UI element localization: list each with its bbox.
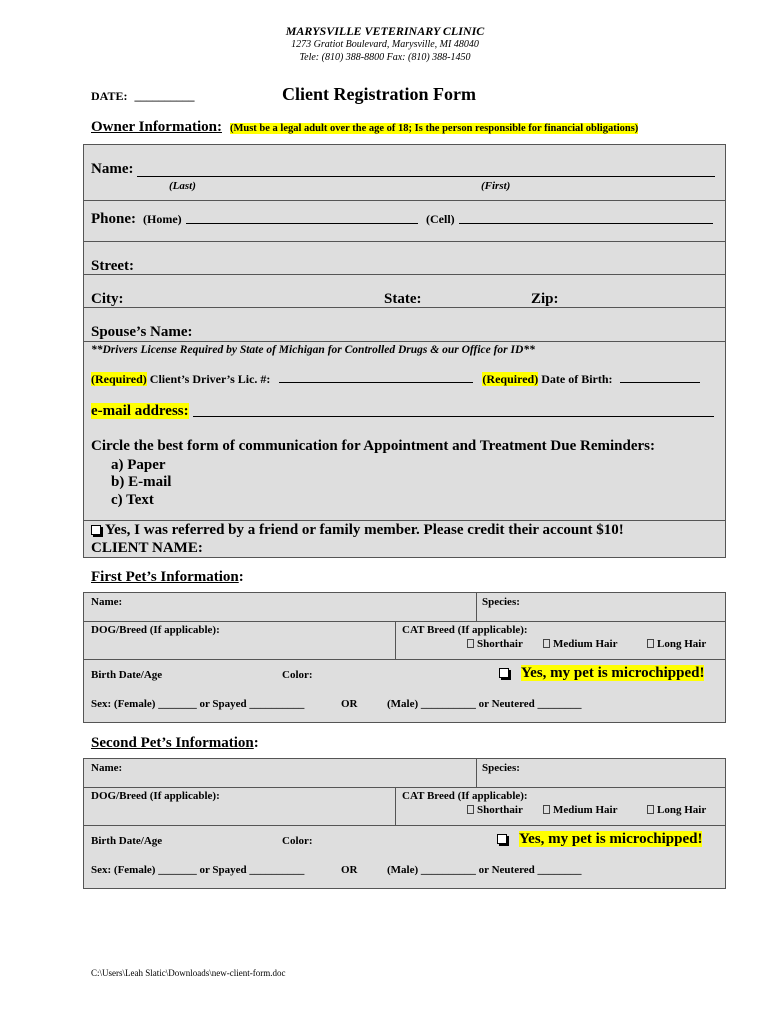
name-input-line[interactable] [137, 163, 715, 177]
pet2-birth-label[interactable]: Birth Date/Age [91, 835, 163, 847]
home-label: (Home) [143, 212, 182, 226]
pet1-long-hair-option[interactable] [647, 638, 706, 650]
pet1-birth-label[interactable]: Birth Date/Age [91, 669, 163, 681]
required-tag-dob: (Required) [482, 372, 539, 386]
referral-text: Yes, I was referred by a friend or family member. Please credit their account $10! [105, 522, 624, 538]
pet2-long-hair-option[interactable] [647, 804, 706, 816]
date-field[interactable] [91, 89, 194, 104]
medium-hair-label: Medium Hair [553, 638, 618, 650]
checkbox-icon[interactable] [467, 639, 474, 648]
phone-label: Phone: [91, 211, 136, 227]
pet1-species-label[interactable]: Species: [482, 596, 520, 608]
checkbox-icon[interactable] [467, 805, 474, 814]
option-text[interactable]: c) Text [111, 492, 154, 508]
email-input-line[interactable] [193, 403, 714, 417]
pet2-species-label[interactable]: Species: [482, 762, 520, 774]
owner-note: (Must be a legal adult over the age of 18; Is the person responsible for financial obligations) [229, 123, 639, 134]
checkbox-icon[interactable] [647, 805, 654, 814]
checkbox-icon[interactable] [543, 805, 550, 814]
microchip-text: Yes, my pet is microchipped! [521, 665, 705, 681]
referral-row[interactable] [91, 522, 624, 539]
date-blank: __________ [134, 89, 195, 103]
pet2-cat-breed-label: CAT Breed (If applicable): [402, 790, 528, 802]
license-label: Client’s Driver’s Lic. #: [149, 372, 271, 386]
pet1-male-label[interactable]: (Male) __________ or Neutered ________ [387, 698, 582, 710]
pet2-name-label[interactable]: Name: [91, 762, 123, 774]
pet1-name-label[interactable]: Name: [91, 596, 123, 608]
pet1-color-label[interactable]: Color: [282, 669, 313, 681]
second-pet-heading [91, 734, 259, 752]
pet2-dog-breed-label[interactable]: DOG/Breed (If applicable): [91, 790, 220, 802]
pet1-microchip-option[interactable] [499, 665, 704, 682]
pet2-color-label[interactable]: Color: [282, 835, 313, 847]
pet1-dog-breed-label[interactable]: DOG/Breed (If applicable): [91, 624, 220, 636]
checkbox-icon[interactable] [647, 639, 654, 648]
second-pet-heading-colon: : [253, 735, 259, 751]
city-label[interactable]: City: [91, 291, 124, 307]
shorthair-label: Shorthair [477, 638, 523, 650]
long-hair-label: Long Hair [657, 804, 707, 816]
cell-label: (Cell) [426, 212, 455, 226]
email-label: e-mail address: [91, 403, 189, 419]
last-name-caption: (Last) [169, 180, 196, 192]
license-note: **Drivers License Required by State of Michigan for Controlled Drugs & our Office for ID** [91, 344, 535, 356]
phone-row [91, 210, 182, 228]
email-row [91, 402, 189, 420]
first-pet-heading-colon: : [238, 569, 244, 585]
street-label[interactable]: Street: [91, 258, 135, 274]
client-name-label[interactable]: CLIENT NAME: [91, 540, 203, 556]
communication-prompt: Circle the best form of communication for Appointment and Treatment Due Reminders: [91, 438, 655, 454]
pet1-or-label: OR [341, 698, 358, 710]
microchip-checkbox-icon[interactable] [497, 834, 507, 844]
first-name-caption: (First) [481, 180, 511, 192]
pet2-male-label[interactable]: (Male) __________ or Neutered ________ [387, 864, 582, 876]
license-row [91, 372, 700, 387]
first-pet-heading-text: First Pet’s Information [91, 569, 239, 585]
pet2-sex-female[interactable]: Sex: (Female) _______ or Spayed __________ [91, 864, 305, 876]
clinic-address: 1273 Gratiot Boulevard, Marysville, MI 48040 [291, 39, 479, 50]
clinic-name: MARYSVILLE VETERINARY CLINIC [285, 24, 485, 38]
medium-hair-label: Medium Hair [553, 804, 618, 816]
pet2-shorthair-option[interactable] [467, 804, 523, 816]
cell-phone-line[interactable] [459, 212, 713, 224]
microchip-checkbox-icon[interactable] [499, 668, 509, 678]
option-paper[interactable]: a) Paper [111, 457, 166, 473]
spouse-label[interactable]: Spouse’s Name: [91, 324, 193, 340]
home-phone-line[interactable] [186, 212, 418, 224]
first-pet-heading [91, 568, 244, 586]
owner-heading: Owner Information: [91, 119, 222, 135]
pet2-or-label: OR [341, 864, 358, 876]
pet1-medium-hair-option[interactable] [543, 638, 617, 650]
license-input-line[interactable] [279, 382, 473, 383]
checkbox-icon[interactable] [543, 639, 550, 648]
pet1-sex-female[interactable]: Sex: (Female) _______ or Spayed __________ [91, 698, 305, 710]
form-title: Client Registration Form [282, 84, 476, 104]
dob-label: Date of Birth: [541, 372, 613, 386]
owner-info-header [91, 118, 638, 136]
owner-name-field[interactable] [91, 160, 133, 178]
clinic-phone-fax: Tele: (810) 388-8800 Fax: (810) 388-1450 [299, 52, 471, 63]
pet1-shorthair-option[interactable] [467, 638, 523, 650]
option-email[interactable]: b) E-mail [111, 474, 172, 490]
state-label[interactable]: State: [384, 291, 422, 307]
name-label: Name: [91, 161, 134, 177]
required-tag-license: (Required) [91, 372, 147, 386]
pet1-cat-breed-label: CAT Breed (If applicable): [402, 624, 528, 636]
pet2-medium-hair-option[interactable] [543, 804, 617, 816]
zip-label[interactable]: Zip: [531, 291, 559, 307]
microchip-text: Yes, my pet is microchipped! [519, 831, 703, 847]
second-pet-heading-text: Second Pet’s Information [91, 735, 254, 751]
long-hair-label: Long Hair [657, 638, 707, 650]
date-label: DATE: [91, 89, 128, 103]
shorthair-label: Shorthair [477, 804, 523, 816]
referral-checkbox-icon[interactable] [91, 525, 101, 535]
footer-file-path: C:\Users\Leah Slatic\Downloads\new-client-form.doc [91, 968, 286, 978]
pet2-microchip-option[interactable] [497, 831, 702, 848]
dob-input-line[interactable] [620, 382, 700, 383]
